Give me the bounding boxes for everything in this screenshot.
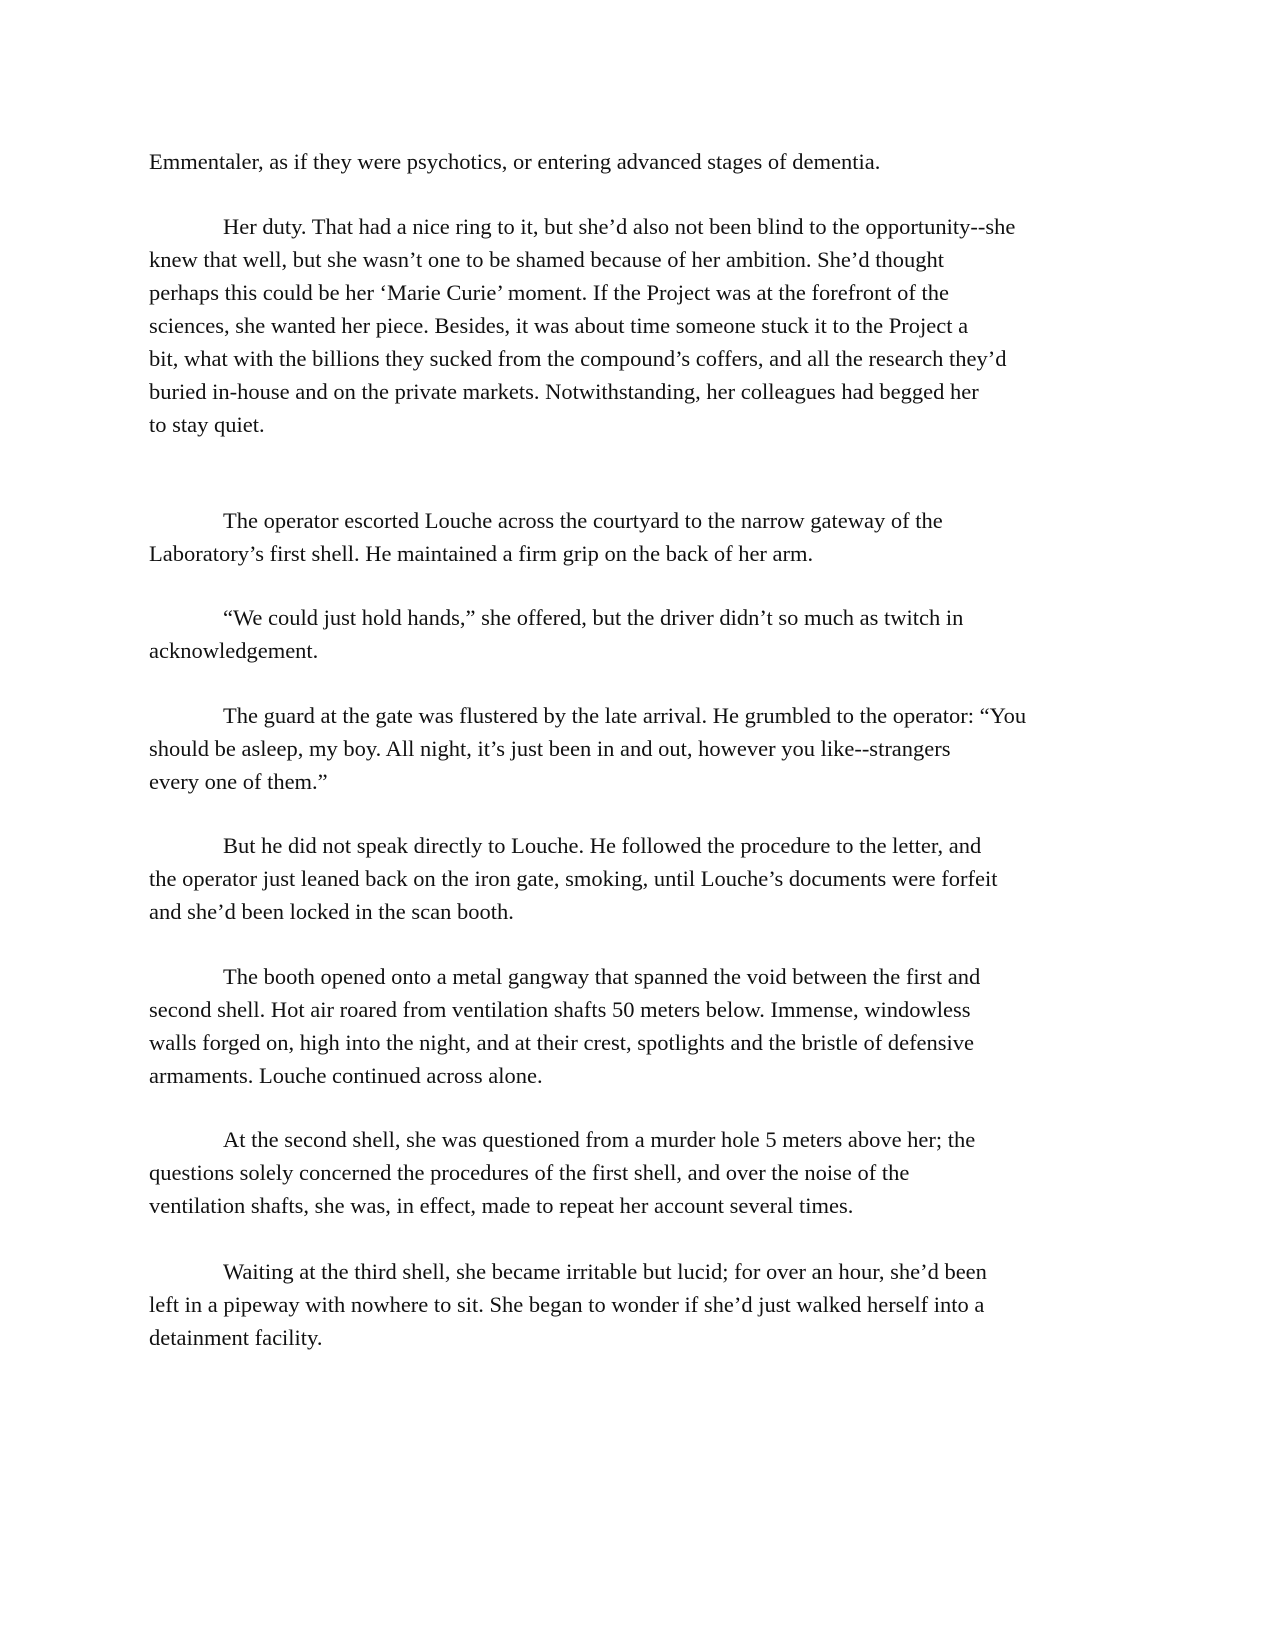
text-line: left in a pipeway with nowhere to sit. She began to wonder if she’d just walked herself into a: [149, 1292, 985, 1317]
text-line: “We could just hold hands,” she offered, but the driver didn’t so much as twitch in: [223, 605, 964, 630]
text-line: But he did not speak directly to Louche. He followed the procedure to the letter, and: [223, 833, 982, 858]
text-line: knew that well, but she wasn’t one to be shamed because of her ambition. She’d thought: [149, 247, 945, 272]
paragraph-2: [149, 210, 1149, 441]
text-line: walls forged on, high into the night, and at their crest, spotlights and the bristle of defensive: [149, 1030, 975, 1055]
text-line: Emmentaler, as if they were psychotics, or entering advanced stages of dementia.: [149, 149, 881, 174]
paragraph-3: [149, 504, 1149, 570]
paragraph-8: [149, 1123, 1149, 1222]
text-line: Laboratory’s first shell. He maintained a firm grip on the back of her arm.: [149, 541, 814, 566]
paragraph-1: [149, 145, 1149, 178]
paragraph-4: [149, 601, 1149, 667]
text-line: perhaps this could be her ‘Marie Curie’ moment. If the Project was at the forefront of the: [149, 280, 949, 305]
text-line: The operator escorted Louche across the courtyard to the narrow gateway of the: [223, 508, 943, 533]
paragraph-9: [149, 1255, 1149, 1354]
text-line: detainment facility.: [149, 1325, 323, 1350]
paragraph-7: [149, 960, 1149, 1092]
text-line: second shell. Hot air roared from ventilation shafts 50 meters below. Immense, windowless: [149, 997, 971, 1022]
text-line: and she’d been locked in the scan booth.: [149, 899, 514, 924]
paragraph-6: [149, 829, 1149, 928]
text-line: acknowledgement.: [149, 638, 319, 663]
text-line: The booth opened onto a metal gangway that spanned the void between the first and: [223, 964, 981, 989]
text-line: bit, what with the billions they sucked from the compound’s coffers, and all the research they’d: [149, 346, 1007, 371]
text-line: the operator just leaned back on the iron gate, smoking, until Louche’s documents were forfeit: [149, 866, 998, 891]
text-line: should be asleep, my boy. All night, it’s just been in and out, however you like--strangers: [149, 736, 951, 761]
text-line: armaments. Louche continued across alone.: [149, 1063, 543, 1088]
text-line: sciences, she wanted her piece. Besides, it was about time someone stuck it to the Project a: [149, 313, 969, 338]
text-line: ventilation shafts, she was, in effect, made to repeat her account several times.: [149, 1193, 854, 1218]
text-line: Waiting at the third shell, she became irritable but lucid; for over an hour, she’d been: [223, 1259, 987, 1284]
text-line: to stay quiet.: [149, 412, 265, 437]
text-line: questions solely concerned the procedures of the first shell, and over the noise of the: [149, 1160, 910, 1185]
text-line: every one of them.”: [149, 769, 328, 794]
text-line: Her duty. That had a nice ring to it, but she’d also not been blind to the opportunity--she: [223, 214, 1016, 239]
paragraph-5: [149, 699, 1149, 798]
text-line: The guard at the gate was flustered by the late arrival. He grumbled to the operator: “You: [223, 703, 1027, 728]
text-line: buried in-house and on the private markets. Notwithstanding, her colleagues had begged her: [149, 379, 979, 404]
text-line: At the second shell, she was questioned from a murder hole 5 meters above her; the: [223, 1127, 976, 1152]
